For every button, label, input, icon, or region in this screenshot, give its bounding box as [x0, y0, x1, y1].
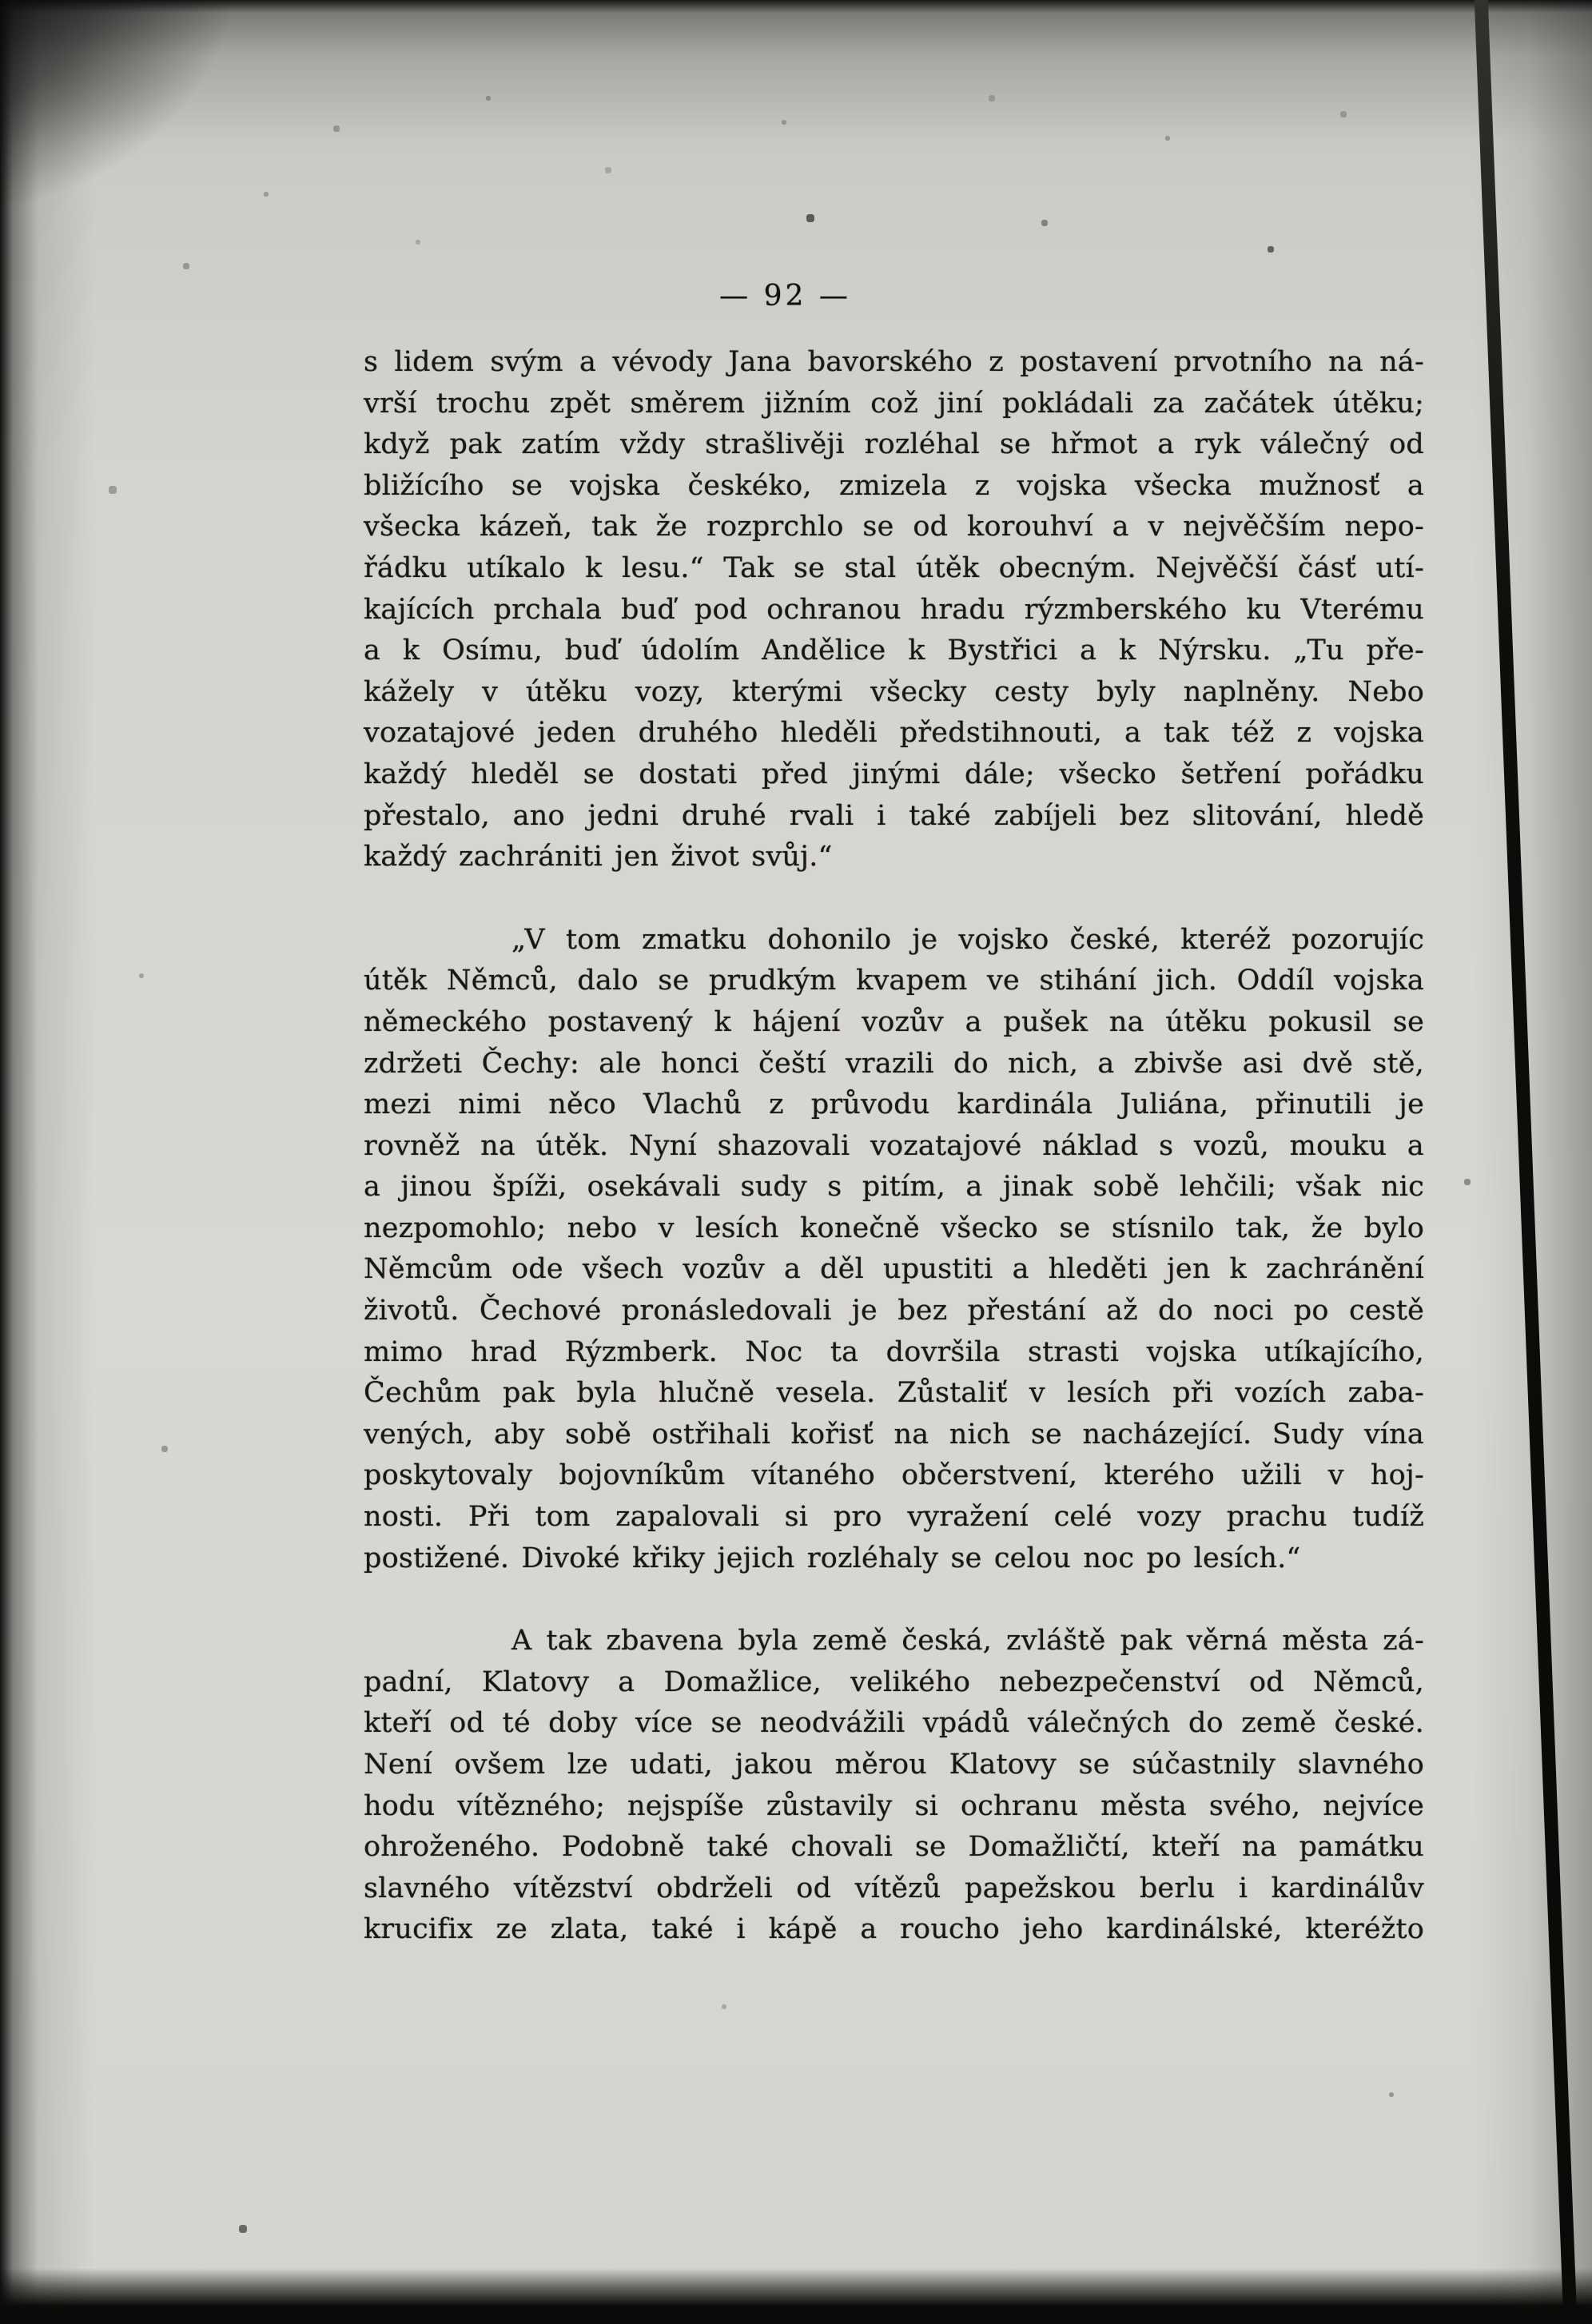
text-line: mezi nimi něco Vlachů z průvodu kardinála Juliána, přinutili je	[364, 1088, 1424, 1121]
text-line: rovněž na útěk. Nyní shazovali vozatajové náklad s vozů, mouku a	[364, 1129, 1424, 1162]
text-line: postižené. Divoké křiky jejich rozléhaly se celou noc po lesích.“	[364, 1542, 1301, 1574]
text-line: kážely v útěku vozy, kterými všecky cesty byly naplněny. Nebo	[364, 675, 1424, 708]
paragraph	[364, 342, 1424, 878]
text-line: útěk Němců, dalo se prudkým kvapem ve stihání jich. Oddíl vojska	[364, 965, 1424, 997]
text-line: hodu vítězného; nejspíše zůstavily si ochranu města svého, nejvíce	[364, 1789, 1424, 1822]
text-line: zdržeti Čechy: ale honci čeští vrazili do nich, a zbivše asi dvě stě,	[364, 1047, 1424, 1080]
text-line: nosti. Při tom zapalovali si pro vyražení celé vozy prachu tudíž	[364, 1501, 1424, 1534]
text-line: a jinou špíži, osekávali sudy s pitím, a jinak sobě lehčili; však nic	[364, 1171, 1424, 1204]
text-line: všecka kázeň, tak že rozprchlo se od korouhví a v nejvěčším nepo-	[364, 511, 1424, 543]
text-line: bližícího se vojska českéko, zmizela z vojska všecka mužnosť a	[364, 469, 1424, 502]
paragraph	[364, 1621, 1424, 1951]
text-line: životů. Čechové pronásledovali je bez přestání až do noci po cestě	[364, 1295, 1424, 1327]
text-line: přestalo, ano jedni druhé rvali i také zabíjeli bez slitování, hledě	[364, 799, 1424, 832]
text-line: „V tom zmatku dohonilo je vojsko české, kteréž pozorujíc	[511, 923, 1424, 956]
text-line: kajících prchala buď pod ochranou hradu rýzmberského ku Vterému	[364, 593, 1424, 626]
text-line: ohroženého. Podobně také chovali se Domažličtí, kteří na památku	[364, 1831, 1424, 1864]
text-line: řádku utíkalo k lesu.“ Tak se stal útěk obecným. Nejvěčší čásť utí-	[364, 551, 1424, 584]
text-line: Čechům pak byla hlučně vesela. Zůstaliť v lesích při vozích zaba-	[364, 1377, 1424, 1410]
text-line: a k Osímu, buď údolím Andělice k Bystřici a k Nýrsku. „Tu pře-	[364, 635, 1424, 667]
text-line: A tak zbavena byla země česká, zvláště pak věrná města zá-	[511, 1625, 1424, 1657]
text-line: slavného vítězství obdrželi od vítězů papežskou berlu i kardinálův	[364, 1872, 1424, 1904]
text-line: kteří od té doby více se neodvážili vpádů válečných do země české.	[364, 1707, 1424, 1740]
text-line: německého postavený k hájení vozův a pušek na útěku pokusil se	[364, 1005, 1424, 1038]
text-line: každý zachrániti jen život svůj.“	[364, 841, 833, 873]
text-line: vozatajové jeden druhého hleděli předstihnouti, a tak též z vojska	[364, 717, 1424, 750]
scan-noise-specks	[0, 0, 2, 2]
text-line: poskytovaly bojovníkům vítaného občerstvení, kterého užili v hoj-	[364, 1459, 1424, 1492]
text-line: mimo hrad Rýzmberk. Noc ta dovršila strasti vojska utíkajícího,	[364, 1335, 1424, 1368]
text-line: krucifix ze zlata, také i kápě a roucho jeho kardinálské, kteréžto	[364, 1913, 1424, 1946]
text-line: vených, aby sobě ostřihali kořisť na nich se nacházející. Sudy vína	[364, 1418, 1424, 1451]
page-number: — 92 —	[719, 280, 851, 312]
bottom-scan-edge	[0, 2268, 1592, 2324]
text-line: padní, Klatovy a Domažlice, velikého nebezpečenství od Němců,	[364, 1665, 1424, 1698]
text-line: vrší trochu zpět směrem jižním což jiní pokládali za začátek útěku;	[364, 387, 1424, 420]
text-line: s lidem svým a vévody Jana bavorského z postavení prvotního na ná-	[364, 346, 1424, 378]
text-line: nezpomohlo; nebo v lesích konečně všecko se stísnilo tak, že bylo	[364, 1212, 1424, 1244]
text-block	[364, 342, 1424, 1951]
text-line: každý hleděl se dostati před jinými dále; všecko šetření pořádku	[364, 758, 1424, 790]
page-edge-line	[1474, 0, 1579, 2324]
text-line: Němcům ode všech vozův a děl upustiti a hleděti jen k zachránění	[364, 1253, 1424, 1286]
text-line: když pak zatím vždy strašlivěji rozléhal se hřmot a ryk válečný od	[364, 428, 1424, 461]
text-line: Není ovšem lze udati, jakou měrou Klatovy se súčastnily slavného	[364, 1749, 1424, 1781]
paragraph	[364, 920, 1424, 1580]
